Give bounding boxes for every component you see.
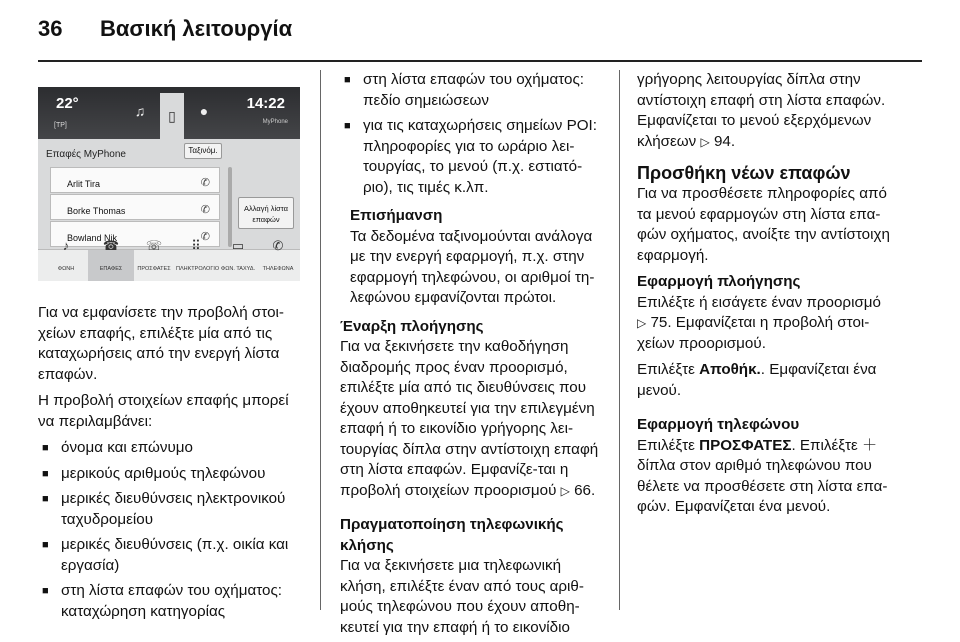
- contact-name: Borke Thomas: [67, 206, 126, 216]
- column-2: [340, 70, 605, 642]
- section-heading: Έναρξη πλοήγησης: [340, 317, 484, 335]
- reference-arrow-icon: ▷: [560, 483, 570, 498]
- tab-keypad: ⠿ ΠΛΗΚΤΡΟΛΟΓΙΟ: [176, 238, 220, 272]
- paragraph: Για να ξεκινήσετε την καθοδήγηση διαδρομής προς έναν προορισμό, επιλέξτε μία από τις διευθύνσεις που έχουν αποθηκευτεί για την επιλεγμένη επαφή ή το εικονίδιο γρήγορης λει-τουργίας δίπλα στην αντίστοιχη επαφή στη λίστα επαφών. Εμφανίζε-ται η προβολή στοιχείων προορισμού ▷ 66.: [340, 338, 599, 499]
- screen-top-bar: [38, 87, 300, 139]
- contacts-icon: ☎: [102, 238, 120, 253]
- list-item: ■ μερικές διευθύνσεις (π.χ. οικία και εργασία): [38, 535, 300, 576]
- info-icon: ●: [199, 102, 209, 119]
- list-item: ■ μερικούς αριθμούς τηλεφώνου: [38, 464, 300, 485]
- device-name: MyPhone: [262, 119, 288, 125]
- column-divider: [320, 70, 321, 610]
- change-list-label: Αλλαγή λίστα: [244, 204, 288, 213]
- recent-calls-icon: ☏: [145, 238, 163, 253]
- tp-indicator: [TP]: [54, 122, 67, 129]
- phone-icon: ✆: [200, 204, 210, 216]
- page-header: [38, 16, 292, 50]
- reference-arrow-icon: ▷: [700, 134, 710, 149]
- change-list-label: επαφών: [252, 215, 280, 224]
- paragraph: Για να προσθέσετε πληροφορίες από τα μενού εφαρμογών στη λίστα επα-φών οχήματος, ανοίξτε την αντίστοιχη εφαρμογή.: [637, 185, 890, 264]
- paragraph: γρήγορης λειτουργίας δίπλα στην αντίστοιχη επαφή στη λίστα επαφών. Εμφανίζεται το μενού εξερχόμενων κλήσεων ▷ 94.: [637, 71, 886, 150]
- phone-settings-icon: ✆: [272, 238, 284, 253]
- contacts-title: Επαφές MyPhone: [46, 149, 126, 160]
- contact-row: [50, 194, 220, 220]
- contact-name: Bowland Nik: [67, 233, 118, 243]
- sort-button: Ταξινόμ.: [184, 143, 222, 159]
- paragraph: Επιλέξτε ΠΡΟΣΦΑΤΕΣ. Επιλέξτε ＋ δίπλα στον αριθμό τηλεφώνου που θέλετε να προσθέσετε στη λίστα επα-φών. Εμφανίζεται ένα μενού.: [637, 436, 888, 515]
- paragraph: Η προβολή στοιχείων επαφής μπορεί να περιλαμβάνει:: [38, 392, 289, 430]
- temperature: 22°: [56, 95, 79, 112]
- column-divider: [619, 70, 620, 610]
- keypad-icon: ⠿: [191, 238, 201, 253]
- change-list-button: [238, 197, 294, 229]
- infotainment-screen-image: [38, 87, 300, 281]
- paragraph: Για να εμφανίσετε την προβολή στοι-χείων επαφής, επιλέξτε μία από τις καταχωρήσεις από την ενεργή λίστα επαφών.: [38, 304, 284, 383]
- note-box: [340, 206, 605, 309]
- audio-icon: ♫: [134, 102, 146, 119]
- tab-recent: ☏ ΠΡΟΣΦΑΤΕΣ: [134, 236, 174, 279]
- tab-speed-dial: ▭ ΦΩΝ. ΤΑΧΥΔ.: [218, 236, 258, 279]
- list-item: ■ για τις καταχωρήσεις σημείων POI: πληροφορίες για το ωράριο λει-τουργίας, το μενού (π.χ. εστιατό-ριο), τις τιμές κ.λπ.: [340, 116, 605, 198]
- page-number: 36: [38, 16, 63, 41]
- phone-icon: ✆: [200, 177, 210, 189]
- note-text: Τα δεδομένα ταξινομούνται ανάλογα με την ενεργή εφαρμογή, π.χ. στην εφαρμογή τηλεφώνου, οι αριθμοί τη-λεφώνου εμφανίζονται πρώτοι.: [350, 227, 595, 306]
- contact-row: [50, 167, 220, 193]
- reference-arrow-icon: ▷: [637, 316, 647, 330]
- section-heading: Εφαρμογή τηλεφώνου: [637, 416, 800, 433]
- phone-app-icon: ▯: [160, 93, 184, 139]
- column-1: [38, 70, 300, 627]
- scrollbar: [228, 167, 232, 247]
- list-item: ■ στη λίστα επαφών του οχήματος: πεδίο σημειώσεων: [340, 70, 605, 111]
- tab-contacts: ☎ ΕΠΑΦΕΣ: [91, 236, 131, 279]
- paragraph: Για να ξεκινήσετε μια τηλεφωνική κλήση, επιλέξτε έναν από τους αριθ-μούς τηλεφώνου που έχουν αποθη-κευτεί για την επαφή ή το εικονίδιο: [340, 557, 584, 636]
- microphone-icon: ♪: [62, 238, 70, 253]
- clock: 14:22: [246, 95, 285, 112]
- section-title: Προσθήκη νέων επαφών: [637, 163, 851, 183]
- note-title: Επισήμανση: [350, 207, 443, 224]
- section-heading: Εφαρμογή πλοήγησης: [637, 273, 801, 290]
- paragraph: Επιλέξτε ή εισάγετε έναν προορισμό ▷ 75. Εμφανίζεται η προβολή στοι-χείων προορισμού.: [637, 293, 882, 352]
- speed-dial-icon: ▭: [231, 238, 245, 253]
- list-item: ■ μερικές διευθύνσεις ηλεκτρονικού ταχυδρομείου: [38, 489, 300, 530]
- page-title: Βασική λειτουργία: [100, 16, 293, 41]
- header-rule: [38, 60, 922, 62]
- tab-voice: ♪ ΦΩΝΗ: [46, 236, 86, 279]
- list-item: ■ στη λίστα επαφών του οχήματος: καταχώρηση κατηγορίας: [38, 581, 300, 622]
- phone-icon: ✆: [200, 231, 210, 243]
- tab-phones: ✆ ΤΗΛΕΦΩΝΑ: [258, 236, 298, 279]
- list-item: ■ όνομα και επώνυμο: [38, 438, 300, 459]
- column-3: [637, 70, 905, 524]
- paragraph: Επιλέξτε Αποθήκ.. Εμφανίζεται ένα μενού.: [637, 361, 877, 399]
- contact-name: Arlit Tira: [67, 179, 101, 189]
- section-heading: Πραγματοποίηση τηλεφωνικής κλήσης: [340, 516, 564, 554]
